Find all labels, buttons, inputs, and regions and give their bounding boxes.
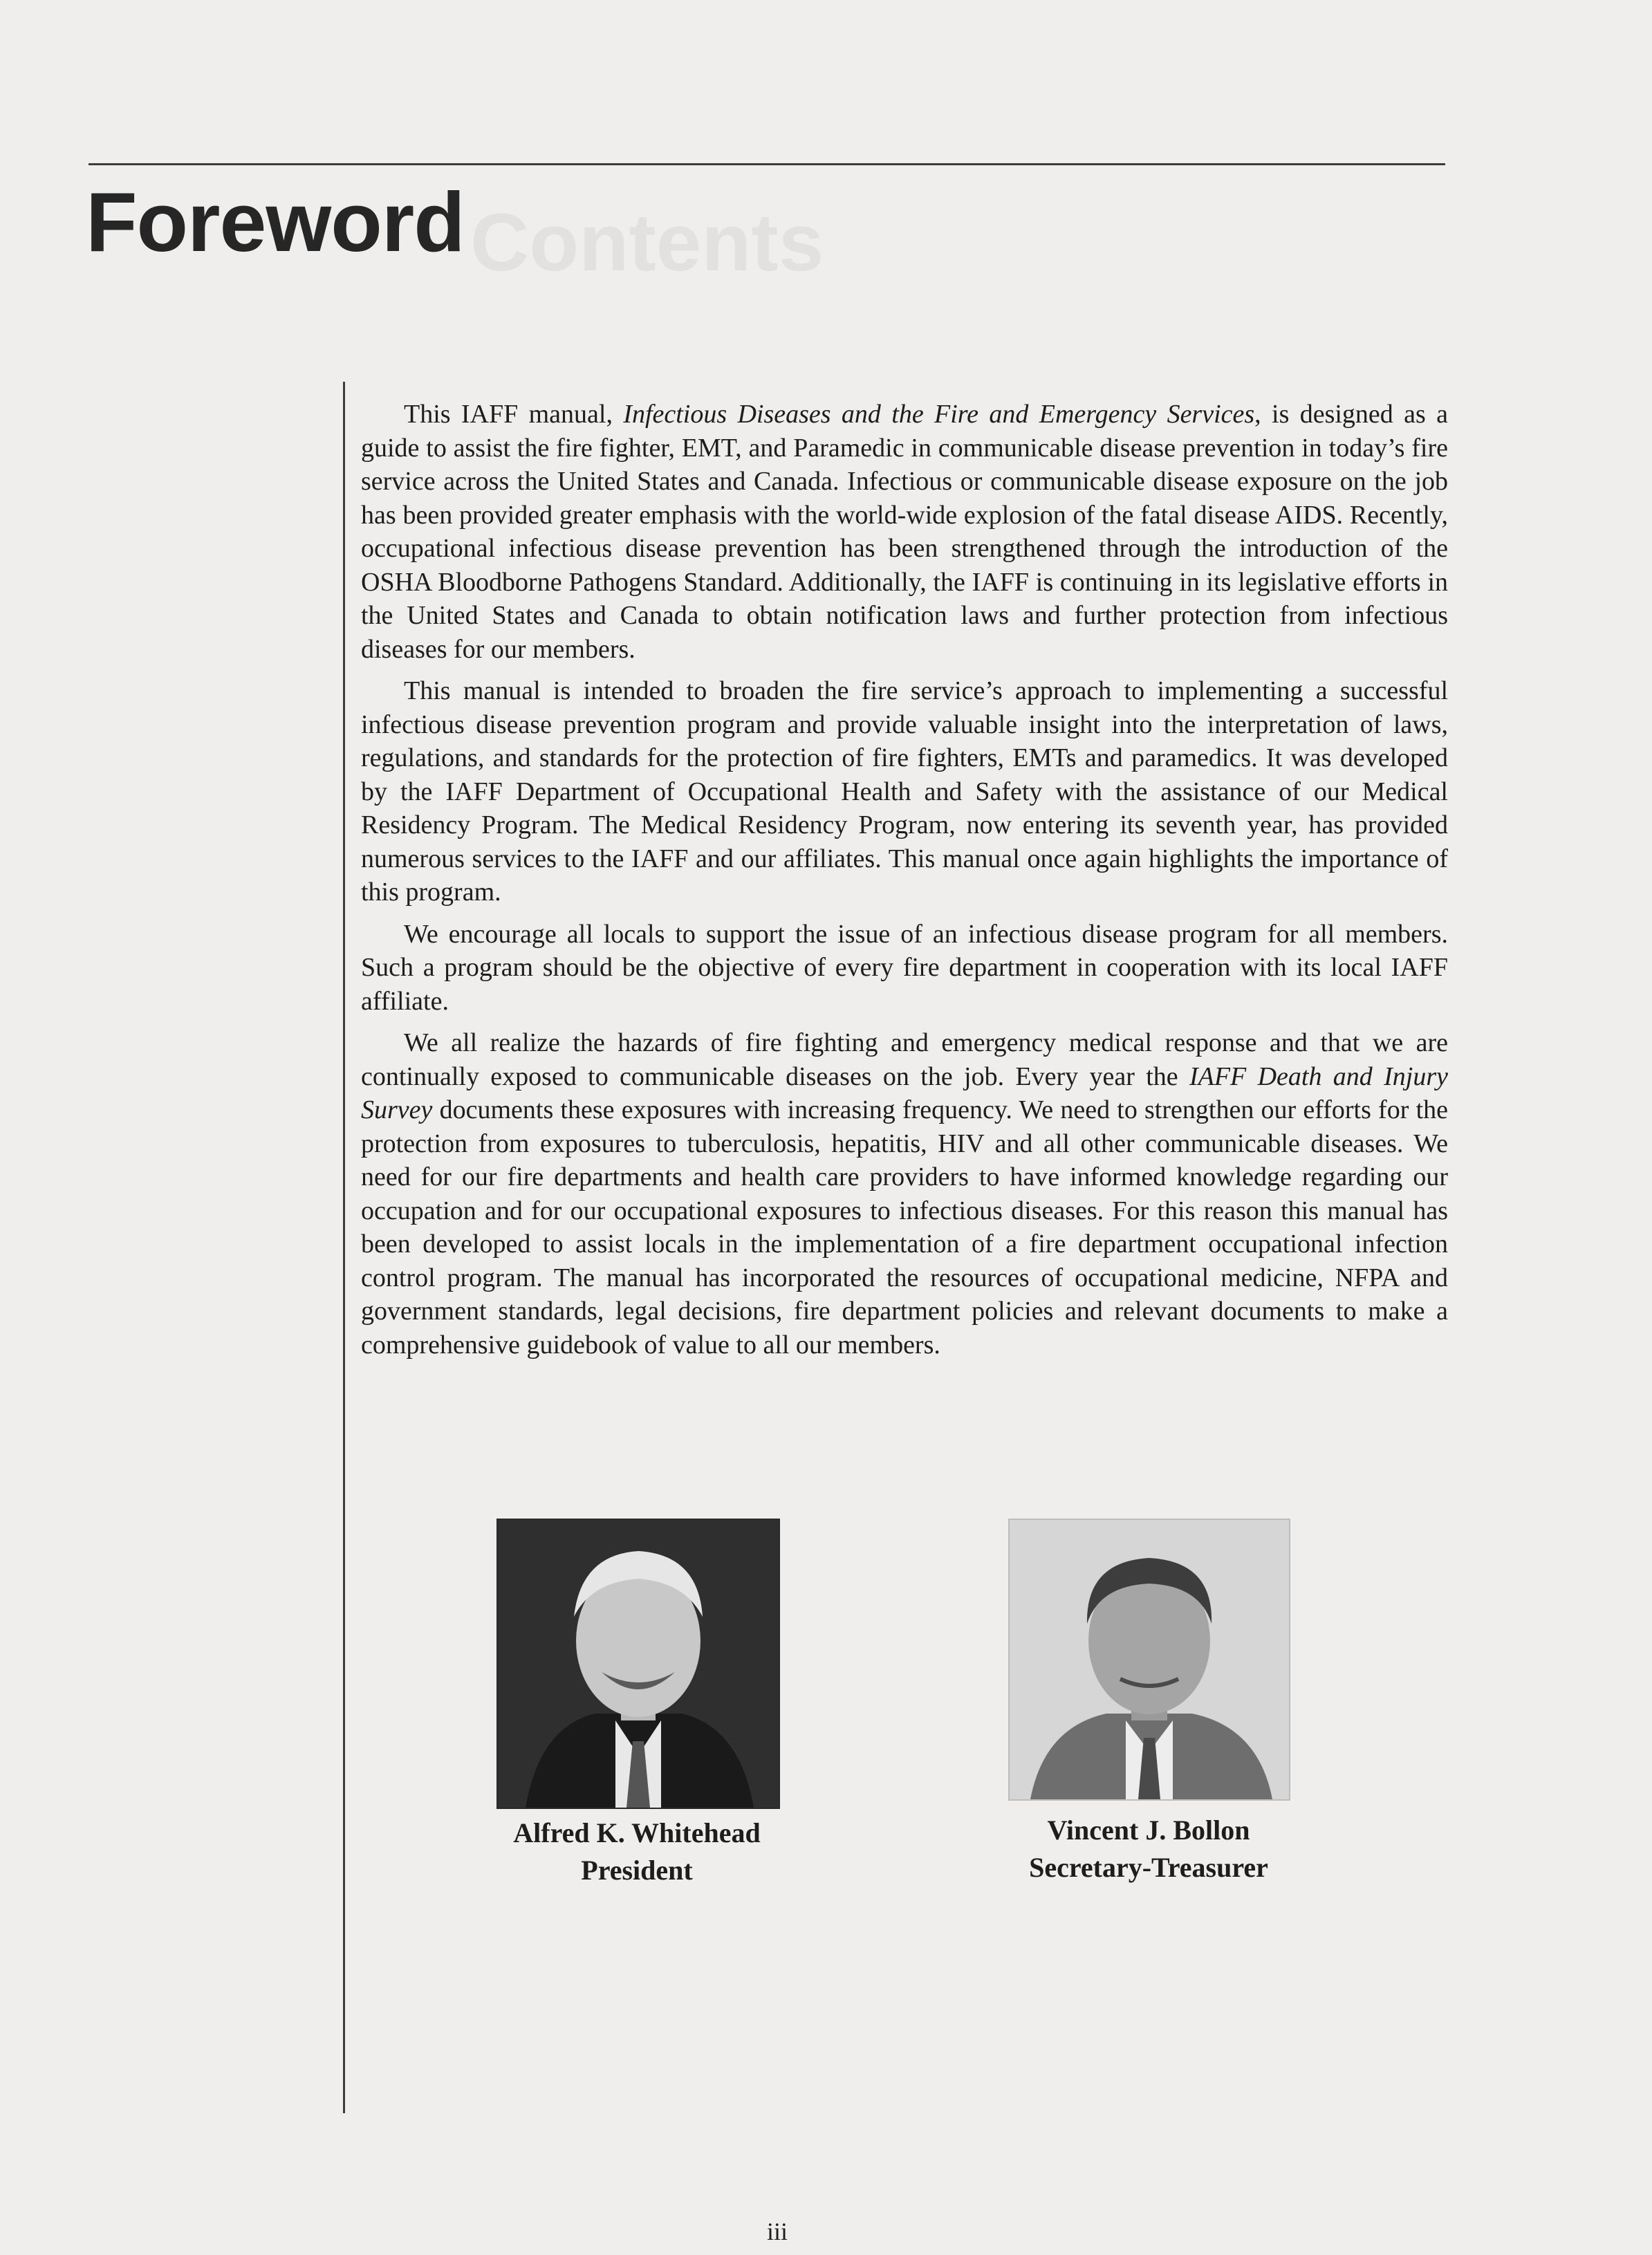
foreword-body: [361, 398, 1448, 1370]
signatory-role: Secretary-Treasurer: [1029, 1852, 1268, 1883]
paragraph-3: We encourage all locals to support the issue of an infectious disease program for all members. Such a program should be the objective of every fire department in cooperation with its local IAFF affiliate.: [361, 919, 1448, 1016]
paragraph-4: We all realize the hazards of fire fighting and emergency medical response and that we are continually exposed to communicable diseases on the job. Every year the IAFF Death and Injury Survey documents these exposures with increasing frequency. We need to strengthen our efforts for the protection from exposures to tuberculosis, hepatitis, HIV and all other communicable diseases. We need for our fire departments and health care providers to have informed knowledge regarding our occupation and for our occupational exposures to infectious diseases. For this reason this manual has been developed to assist locals in the implementation of a fire department occupational infection control program. The manual has incorporated the resources of occupational medicine, NFPA and government standards, legal decisions, fire department policies and relevant documents to make a comprehensive guidebook of value to all our members.: [361, 1028, 1448, 1360]
margin-rule: [343, 382, 345, 2113]
portrait-whitehead: [496, 1519, 780, 1809]
paragraph-1: This IAFF manual, Infectious Diseases and the Fire and Emergency Services, is designed as a guide to assist the fire fighter, EMT, and Paramedic in communicable disease prevention in today’s fire service across the United States and Canada. Infectious or communicable disease exposure on the job has been provided greater emphasis with the world-wide explosion of the fatal disease AIDS. Recently, occupational infectious disease prevention has been strengthened through the introduction of the OSHA Bloodborne Pathogens Standard. Additionally, the IAFF is continuing in its legislative efforts in the United States and Canada to obtain notification laws and further protection from infectious diseases for our members.: [361, 400, 1448, 664]
signatory-2: [938, 1812, 1359, 1886]
header-rule: [89, 163, 1445, 165]
manual-title: Infectious Diseases and the Fire and Emergency Services: [623, 400, 1255, 429]
survey-title: IAFF Death and Injury Survey: [361, 1061, 1448, 1124]
signatory-1: [427, 1815, 846, 1889]
page-title: Foreword: [86, 175, 465, 269]
page-number: iii: [766, 2218, 788, 2245]
portrait-bollon: [1008, 1519, 1290, 1801]
signatory-role: President: [581, 1855, 693, 1886]
signatory-name: Alfred K. Whitehead: [513, 1817, 761, 1848]
signatory-name: Vincent J. Bollon: [1047, 1815, 1250, 1846]
paragraph-2: This manual is intended to broaden the fire service’s approach to implementing a successful infectious disease prevention program and provide valuable insight into the interpretation of laws, regulations, and standards for the protection of fire fighters, EMTs and paramedics. It was developed by the IAFF Department of Occupational Health and Safety with the assistance of our Medical Residency Program. The Medical Residency Program, now entering its seventh year, has provided numerous services to the IAFF and our affiliates. This manual once again highlights the importance of this program.: [361, 676, 1448, 907]
bleed-through-text: Contents: [470, 197, 824, 288]
